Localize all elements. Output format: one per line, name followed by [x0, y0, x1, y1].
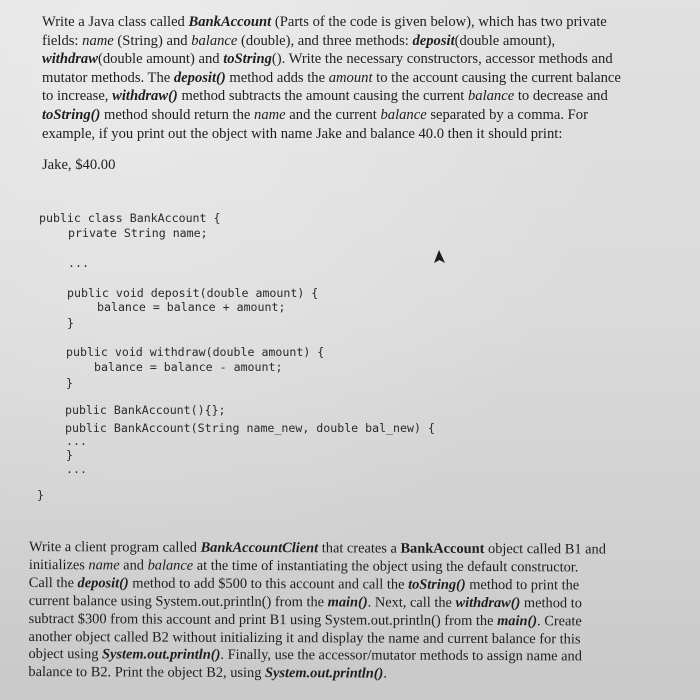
text-run: object called B1 and [484, 540, 606, 558]
text-run: balance [147, 557, 194, 574]
text-run: Write a Java class called [42, 14, 189, 30]
text-run: (). Write the necessary constructors, accessor methods and [271, 51, 613, 68]
text-run: (Parts of the code is given below), which has two private [271, 14, 607, 30]
code-deposit-body: balance = balance + amount; [97, 300, 286, 314]
code-class-close: } [37, 488, 44, 502]
code-deposit-close: } [67, 316, 74, 330]
text-run: withdraw() [455, 594, 521, 611]
text-run: BankAccount [400, 540, 485, 557]
text-line [42, 13, 672, 32]
code-param-constructor: public BankAccount(String name_new, double bal_new) { [65, 421, 435, 435]
text-run: Call the [28, 574, 78, 592]
text-line [42, 106, 672, 125]
text-run: subtract $300 from this account and print B1 using System.out.println() from the [28, 610, 498, 629]
text-run: method adds the [225, 69, 329, 86]
assignment-paragraph-1 [42, 13, 672, 143]
code-constructor-close: } [66, 448, 73, 462]
text-run: initializes [28, 556, 89, 574]
text-run: example, if you print out the object with name Jake and balance 40.0 then it should print: [42, 125, 563, 142]
code-default-constructor: public BankAccount(){}; [65, 403, 226, 417]
text-run: to decrease and [514, 88, 608, 105]
text-run: main() [497, 612, 538, 629]
code-class-declaration: public class BankAccount { [39, 211, 221, 225]
code-withdraw-close: } [66, 376, 73, 390]
text-run: method to [520, 594, 582, 612]
text-run: to increase, [42, 88, 113, 105]
text-run: toString() [42, 106, 101, 123]
text-run: balance [467, 88, 515, 105]
text-run: . Next, call the [367, 594, 456, 611]
text-run: (double), and three methods: [237, 32, 413, 49]
text-line [42, 87, 672, 106]
text-run: method to print the [465, 576, 580, 594]
text-run: System.out.println() [264, 665, 384, 682]
text-run: at the time of instantiating the object using the default constructor. [193, 557, 579, 576]
text-run: separated by a comma. For [426, 106, 588, 123]
text-run: balance [191, 32, 238, 49]
text-run: and the current [285, 106, 381, 123]
text-run: method to add $500 to this account and call the [128, 575, 409, 593]
text-run: object using [28, 646, 103, 663]
text-run: System.out.println() [102, 646, 221, 664]
text-run: mutator methods. The [42, 69, 174, 86]
text-run: (double amount) and [97, 51, 224, 68]
text-run: BankAccount [188, 14, 272, 30]
text-run: balance [380, 106, 427, 123]
text-run: (String) and [113, 32, 192, 49]
text-run: . [383, 665, 388, 682]
text-line [42, 125, 672, 144]
text-run: BankAccountClient [200, 539, 319, 557]
text-run: another object called B2 without initializing it and display the name and current balance for this [28, 628, 581, 647]
mouse-cursor-icon [432, 249, 446, 265]
example-output: Jake, $40.00 [42, 157, 116, 173]
text-run: deposit() [77, 575, 129, 592]
text-run: Write a client program called [28, 539, 201, 556]
text-line [42, 32, 672, 51]
text-run: balance to B2. Print the object B2, using [28, 664, 266, 682]
text-run: amount [328, 69, 373, 86]
code-field-name: private String name; [68, 226, 208, 240]
code-withdraw-signature: public void withdraw(double amount) { [66, 345, 325, 359]
code-ellipsis: ... [68, 256, 89, 270]
text-run: name [88, 557, 120, 574]
text-run: toString [223, 51, 272, 68]
text-run: withdraw [42, 51, 98, 68]
code-ellipsis: ... [66, 462, 87, 476]
text-run: method should return the [100, 106, 255, 123]
text-line [28, 664, 668, 685]
text-run: withdraw() [112, 88, 178, 105]
text-run: name [82, 32, 114, 49]
text-run: main() [327, 594, 368, 611]
text-line [42, 50, 672, 69]
text-run: deposit() [173, 69, 226, 86]
text-run: . Create [537, 612, 582, 630]
text-line [42, 69, 672, 88]
text-run: that creates a [318, 540, 401, 557]
text-run: deposit [412, 32, 455, 49]
text-run: method subtracts the amount causing the current [177, 88, 468, 105]
text-run: and [119, 557, 148, 574]
assignment-paragraph-2 [28, 539, 669, 685]
text-run: to the account causing the current balance [372, 69, 621, 86]
text-run: name [254, 106, 286, 123]
code-deposit-signature: public void deposit(double amount) { [67, 286, 319, 300]
text-run: fields: [42, 32, 83, 49]
code-withdraw-body: balance = balance - amount; [94, 360, 283, 374]
text-run: . Finally, use the accessor/mutator methods to assign name and [220, 647, 582, 665]
text-run: current balance using System.out.println() from the [28, 592, 328, 611]
code-ellipsis: ... [66, 434, 87, 448]
text-run: (double amount), [454, 32, 556, 49]
text-run: toString() [408, 576, 466, 593]
